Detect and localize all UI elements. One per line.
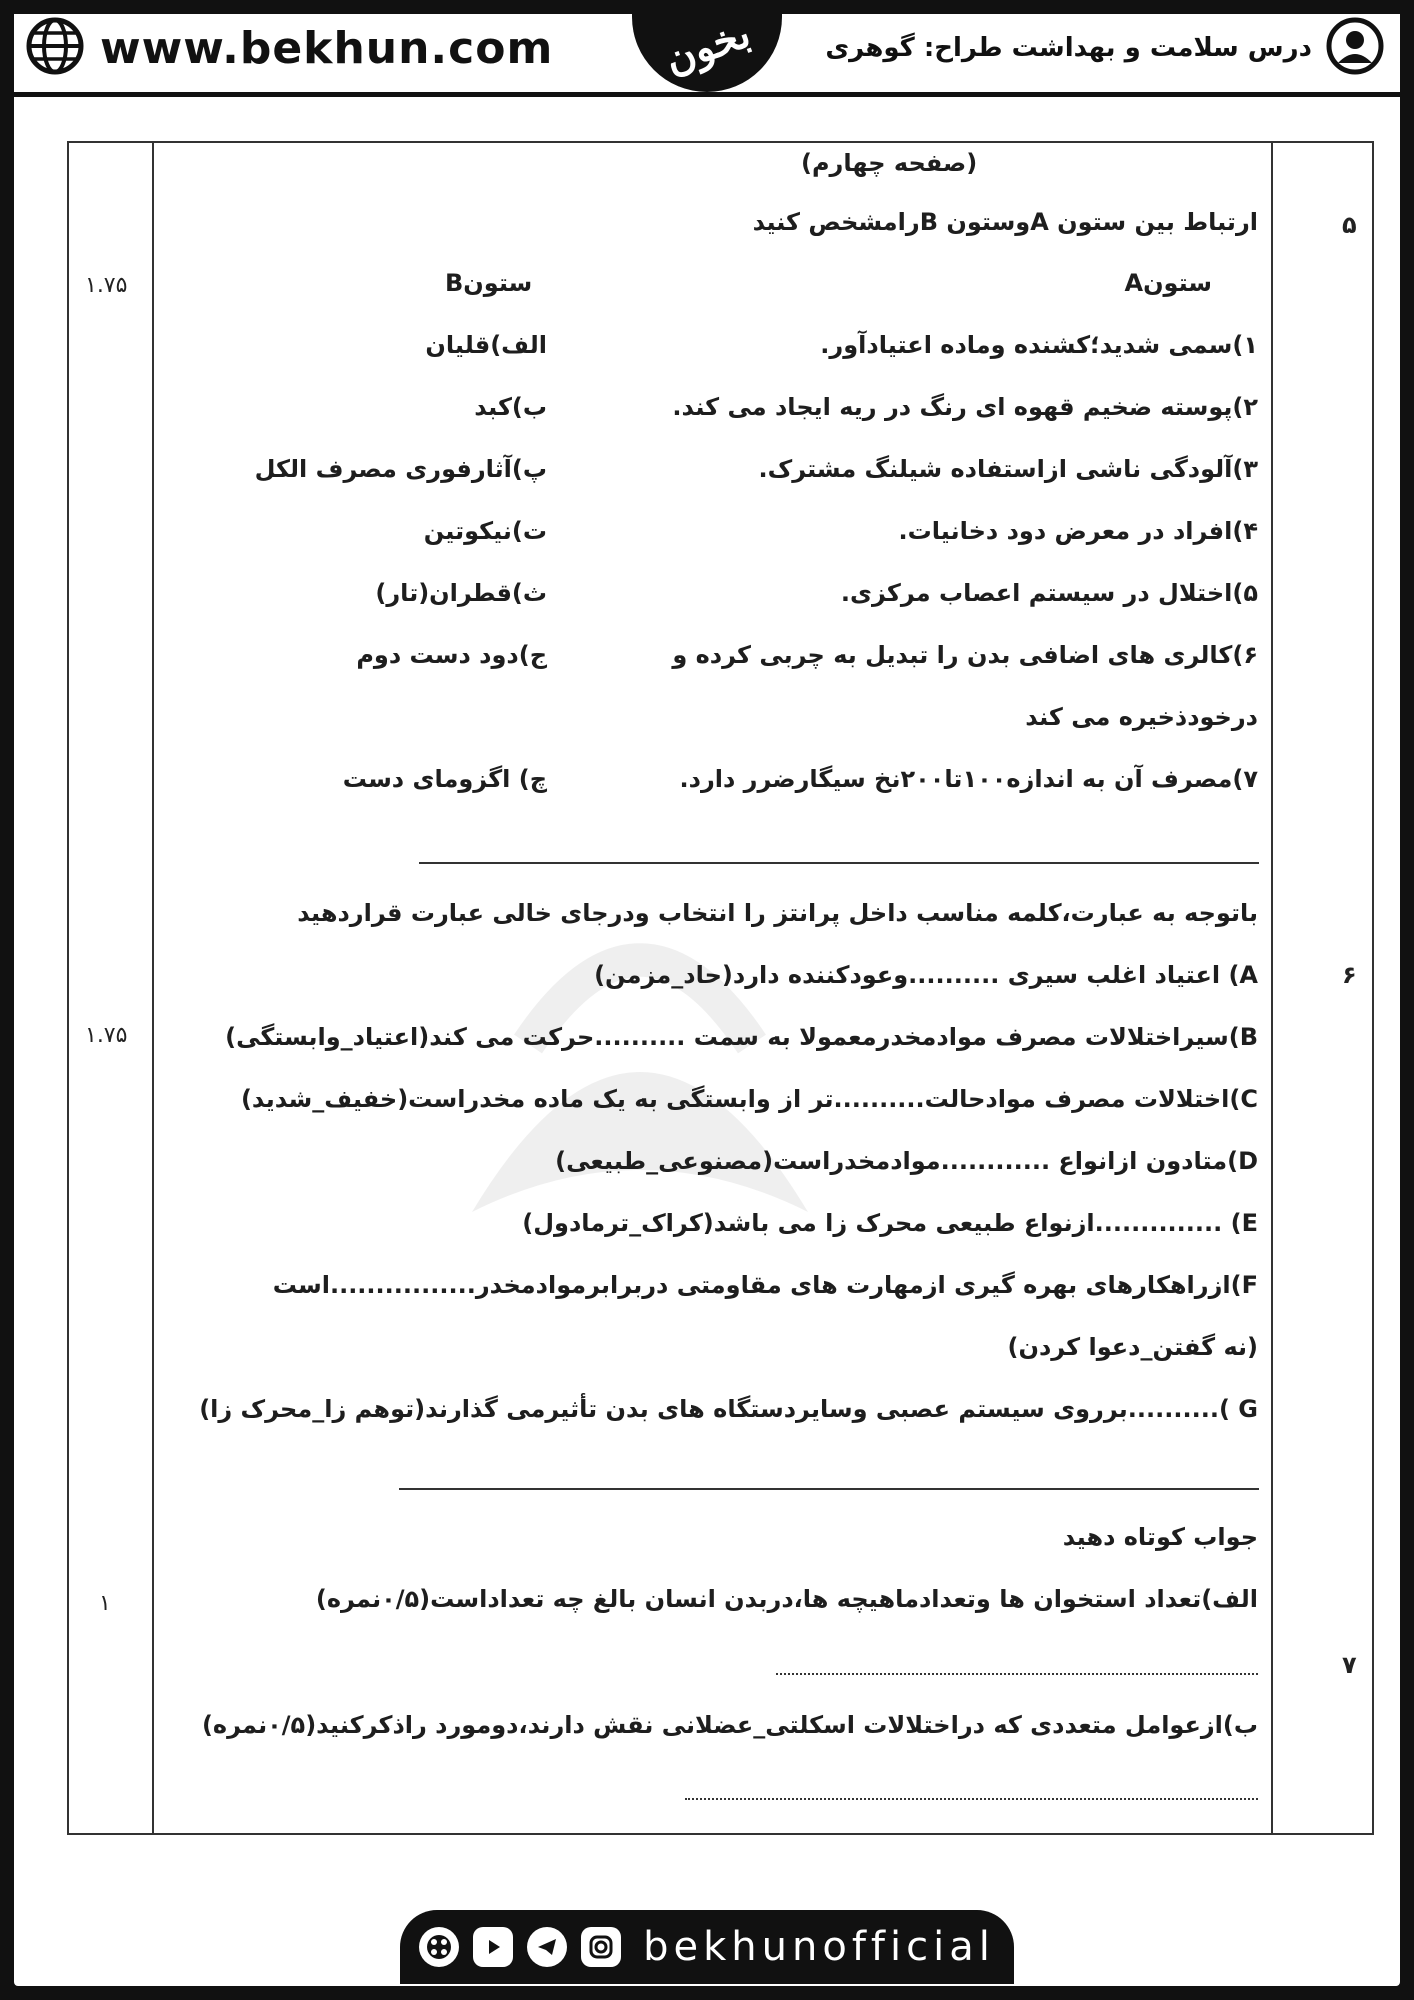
- page-label: (صفحه چهارم): [801, 149, 978, 177]
- fill-blank-item: C)اختلالات مصرف موادحالت..........تر از وابستگی به یک ماده مخدراست(خفیف_شدید): [240, 1085, 1258, 1113]
- fill-blank-item: (نه گفتن_دعوا کردن): [1007, 1333, 1258, 1361]
- question-number: ۶: [1342, 961, 1357, 989]
- column-b-item: ث)قطران(تار): [375, 579, 547, 607]
- answer-line[interactable]: [685, 1798, 1258, 1800]
- score-column-divider: [152, 143, 154, 1833]
- user-icon: [1326, 17, 1384, 79]
- column-b-item: ت)نیکوتین: [423, 517, 547, 545]
- question-instruction: ارتباط بین ستون Aوستون Bرامشخص کنید: [752, 208, 1258, 236]
- question-score: ۱: [99, 1591, 111, 1616]
- exam-table: [67, 141, 1374, 1835]
- column-a-title: ستونA: [1124, 269, 1212, 297]
- question-instruction: باتوجه به عبارت،کلمه مناسب داخل پرانتز را انتخاب ودرجای خالی عبارت قراردهید: [297, 899, 1258, 927]
- column-a-item: ۶)کالری های اضافی بدن را تبدیل به چربی کرده و: [672, 641, 1258, 669]
- fill-blank-item: G )..........برروی سیستم عصبی وسایردستگاه های بدن تأثیرمی گذارند(توهم زا_محرک زا): [199, 1395, 1258, 1423]
- short-answer-question: الف)تعداد استخوان ها وتعدادماهیچه ها،دربدن انسان بالغ چه تعداداست(۰/۵نمره): [315, 1585, 1258, 1613]
- column-b-title: ستونB: [445, 269, 533, 297]
- fill-blank-item: D)متادون ازانواع ............موادمخدراست(مصنوعی_طبیعی): [555, 1147, 1258, 1175]
- youtube-icon[interactable]: [473, 1927, 513, 1967]
- aparat-icon[interactable]: [419, 1927, 459, 1967]
- question-instruction: جواب کوتاه دهید: [1062, 1523, 1258, 1551]
- logo-text: بخون: [658, 9, 756, 83]
- column-b-item: پ)آثارفوری مصرف الکل: [254, 455, 547, 483]
- number-column-divider: [1271, 143, 1273, 1833]
- short-answer-question: ب)ازعوامل متعددی که دراختلالات اسکلتی_عضلانی نقش دارند،دومورد راذکرکنید(۰/۵نمره): [201, 1711, 1258, 1739]
- column-a-item: ۵)اختلال در سیستم اعصاب مرکزی.: [840, 579, 1258, 607]
- course-header: [825, 18, 1384, 78]
- column-a-item: ۴)افراد در معرض دود دخانیات.: [898, 517, 1258, 545]
- column-b-item: ب)کبد: [474, 393, 547, 421]
- section-divider: [419, 862, 1259, 864]
- column-a-item: ۱)سمی شدید؛کشنده وماده اعتیادآور.: [820, 331, 1258, 359]
- question-number: ۷: [1342, 1651, 1357, 1679]
- site-link[interactable]: [26, 18, 553, 78]
- fill-blank-item: A) اعتیاد اغلب سیری ..........وعودکننده دارد(حاد_مزمن): [594, 961, 1258, 989]
- course-title: درس سلامت و بهداشت طراح: گوهری: [825, 33, 1312, 63]
- fill-blank-item: B)سیراختلالات مصرف موادمخدرمعمولا به سمت ..........حرکت می کند(اعتیاد_وابستگی): [225, 1023, 1258, 1051]
- column-a-item: ۷)مصرف آن به اندازه۱۰۰تا۲۰۰نخ سیگارضرر دارد.: [679, 765, 1258, 793]
- instagram-icon[interactable]: [581, 1927, 621, 1967]
- section-divider: [399, 1488, 1259, 1490]
- column-a-item: ۳)آلودگی ناشی ازاستفاده شیلنگ مشترک.: [758, 455, 1258, 483]
- fill-blank-item: E) ..............ازنواع طبیعی محرک زا می باشد(کراک_ترمادول): [522, 1209, 1258, 1237]
- column-a-item: درخودذخیره می کند: [1025, 703, 1258, 731]
- column-b-item: چ) اگزومای دست: [342, 765, 547, 793]
- column-b-item: ج)دود دست دوم: [356, 641, 547, 669]
- question-score: ۱.۷۵: [85, 1023, 128, 1048]
- globe-icon: [26, 17, 84, 79]
- footer-social-bar: [400, 1910, 1014, 1984]
- column-b-item: الف)قلیان: [425, 331, 547, 359]
- site-url: www.bekhun.com: [100, 22, 554, 74]
- telegram-icon[interactable]: [527, 1927, 567, 1967]
- question-number: ۵: [1342, 211, 1357, 239]
- column-a-item: ۲)پوسته ضخیم قهوه ای رنگ در ریه ایجاد می کند.: [672, 393, 1258, 421]
- social-handle[interactable]: bekhunofficial: [643, 1924, 995, 1970]
- fill-blank-item: F)ازراهکارهای بهره گیری ازمهارت های مقاومتی دربرابرموادمخدر................است: [272, 1271, 1258, 1299]
- answer-line[interactable]: [776, 1673, 1258, 1675]
- question-score: ۱.۷۵: [85, 273, 128, 298]
